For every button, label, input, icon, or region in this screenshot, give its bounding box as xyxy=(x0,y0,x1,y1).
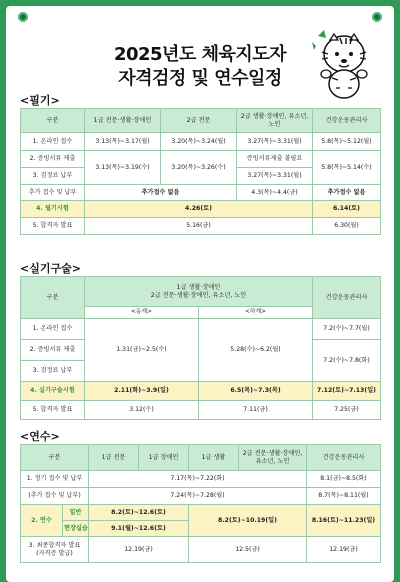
practical-table xyxy=(20,276,381,420)
table-header: 1급 전문·생활·장애인 xyxy=(85,109,161,133)
table-cell: 12.19(금) xyxy=(89,537,189,563)
table-row xyxy=(21,201,381,218)
row-label: 4. 실기구술시험 xyxy=(21,382,85,401)
table-cell: 5.8(목)~5.12(월) xyxy=(313,133,381,151)
page-subtitle: 자격검정 및 연수일정 xyxy=(118,68,282,89)
table-header-row xyxy=(21,445,381,471)
table-cell: 3.13(목)~3.17(월) xyxy=(85,133,161,151)
table-cell: 8.16(토)~11.23(일) xyxy=(307,505,381,537)
row-label: 3. 검정료 납부 xyxy=(21,361,85,382)
table-header: 구분 xyxy=(21,277,85,319)
table-header: 건강운동관리사 xyxy=(313,109,381,133)
table-cell: 12.19(금) xyxy=(307,537,381,563)
table-cell: 7.2(수)~7.7(월) xyxy=(313,319,381,340)
row-label: (추가 접수 및 납부) xyxy=(21,488,89,505)
row-label: 5. 합격자 발표 xyxy=(21,218,85,235)
row-label: 2. 연수 xyxy=(21,505,63,537)
table-cell: 7.12(토)~7.13(일) xyxy=(313,382,381,401)
table-cell: 4.3(목)~4.4(금) xyxy=(237,185,313,201)
section-practical-label: <실기구술> xyxy=(20,262,81,275)
table-cell: 7.25(금) xyxy=(313,401,381,420)
row-sublabel: 일반 xyxy=(63,505,89,521)
tiger-mascot-icon xyxy=(310,26,376,100)
table-row xyxy=(21,488,381,505)
row-label: 1. 온라인 접수 xyxy=(21,319,85,340)
table-cell: 5.28(수)~6.2(월) xyxy=(199,319,313,382)
row-label: 4. 필기시험 xyxy=(21,201,85,218)
pin-icon xyxy=(372,12,382,22)
written-table xyxy=(20,108,381,235)
table-header-row xyxy=(21,277,381,307)
table-cell: 3.20(목)~3.26(수) xyxy=(161,151,237,185)
table-header-row xyxy=(21,109,381,133)
table-cell: 8.2(토)~12.6(토) xyxy=(89,505,189,521)
row-sublabel: 현장실습 xyxy=(63,521,89,537)
section-written-label: <필기> xyxy=(20,94,60,107)
training-table xyxy=(20,444,381,563)
row-label: 1. 정기 접수 및 납부 xyxy=(21,471,89,488)
table-cell: 증빙서류제출 불필요 xyxy=(237,151,313,168)
table-cell: 7.2(수)~7.8(화) xyxy=(313,340,381,382)
row-label: 3. 최종합격자 발표 (자격증 발급) xyxy=(21,537,89,563)
table-header: 2급 전문 xyxy=(161,109,237,133)
table-header: 건강운동관리사 xyxy=(307,445,381,471)
table-cell: 3.27(목)~3.31(월) xyxy=(237,133,313,151)
table-row xyxy=(21,218,381,235)
table-cell: 5.8(목)~5.14(수) xyxy=(313,151,381,185)
table-cell: 7.11(금) xyxy=(199,401,313,420)
table-cell: 12.5(금) xyxy=(189,537,307,563)
table-header: 구분 xyxy=(21,109,85,133)
row-label: 2. 증빙서류 제출 xyxy=(21,340,85,361)
table-row xyxy=(21,505,381,521)
table-cell: 4.26(토) xyxy=(85,201,313,218)
table-header: 2급 생활·장애인, 유소년, 노인 xyxy=(237,109,313,133)
table-row xyxy=(21,537,381,563)
table-cell: 9.1(월)~12.6(토) xyxy=(89,521,189,537)
table-header: 1급 생활·장애인 2급 전문·생활·장애인, 유소년, 노인 xyxy=(85,277,313,307)
table-subheader: <동계> xyxy=(85,307,199,319)
table-cell: 추가접수 없음 xyxy=(85,185,237,201)
table-cell: 8.2(토)~10.19(일) xyxy=(189,505,307,537)
table-row xyxy=(21,382,381,401)
table-cell: 3.27(목)~3.31(월) xyxy=(237,168,313,185)
pin-icon xyxy=(18,12,28,22)
table-cell: 3.12(수) xyxy=(85,401,199,420)
table-cell: 추가접수 없음 xyxy=(313,185,381,201)
header xyxy=(6,6,394,98)
table-cell: 7.17(목)~7.22(화) xyxy=(89,471,307,488)
section-training-label: <연수> xyxy=(20,430,60,443)
table-cell: 7.24(목)~7.28(월) xyxy=(89,488,307,505)
table-cell: 1.31(금)~2.5(수) xyxy=(85,319,199,382)
row-label: 추가 접수 및 납부 xyxy=(21,185,85,201)
table-cell: 5.16(금) xyxy=(85,218,313,235)
table-row xyxy=(21,185,381,201)
table-row xyxy=(21,151,381,168)
page-title: 2025년도 체육지도자 xyxy=(113,44,287,65)
table-header: 건강운동관리사 xyxy=(313,277,381,319)
row-label: 3. 검정료 납부 xyxy=(21,168,85,185)
table-cell: 8.1(금)~8.5(화) xyxy=(307,471,381,488)
row-label: 5. 합격자 발표 xyxy=(21,401,85,420)
table-cell: 8.7(목)~8.11(월) xyxy=(307,488,381,505)
table-subheader: <하계> xyxy=(199,307,313,319)
table-cell: 3.13(목)~3.19(수) xyxy=(85,151,161,185)
table-cell: 3.20(목)~3.24(월) xyxy=(161,133,237,151)
table-header: 2급 전문·생활·장애인, 유소년, 노인 xyxy=(239,445,307,471)
table-header: 1급 전문 xyxy=(89,445,139,471)
table-cell: 6.30(월) xyxy=(313,218,381,235)
table-row xyxy=(21,319,381,340)
table-cell: 6.14(토) xyxy=(313,201,381,218)
row-label: 2. 증빙서류 제출 xyxy=(21,151,85,168)
table-row xyxy=(21,471,381,488)
table-row xyxy=(21,133,381,151)
table-cell: 2.11(화)~3.9(일) xyxy=(85,382,199,401)
table-header: 구분 xyxy=(21,445,89,471)
table-row xyxy=(21,401,381,420)
poster xyxy=(6,6,394,582)
row-label: 1. 온라인 접수 xyxy=(21,133,85,151)
table-header: 1급 생활 xyxy=(189,445,239,471)
table-cell: 6.5(목)~7.3(목) xyxy=(199,382,313,401)
table-header: 1급 장애인 xyxy=(139,445,189,471)
